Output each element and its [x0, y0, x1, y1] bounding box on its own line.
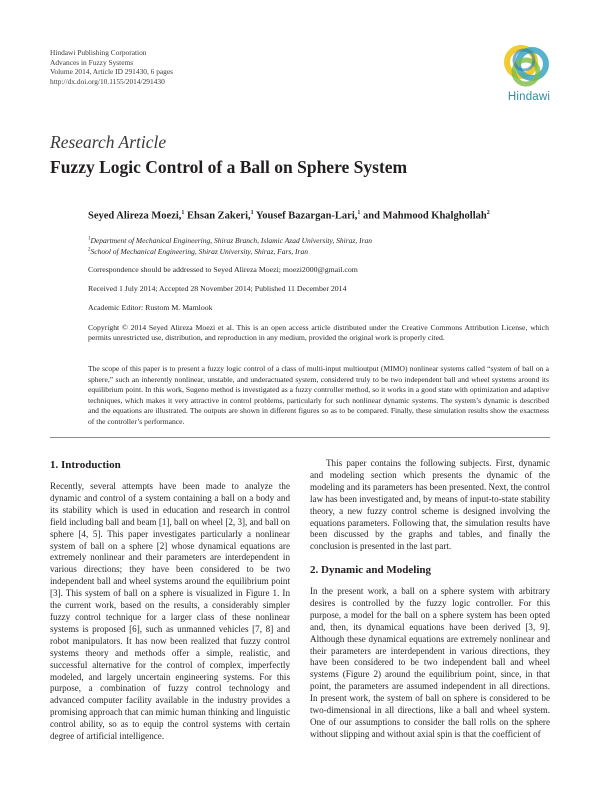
dynamic-modeling-paragraph [310, 586, 550, 741]
intro-heading: 1. Introduction [50, 459, 121, 471]
copyright-notice: Copyright © 2014 Seyed Alireza Moezi et al. This is an open access article distributed under the Creative Commons Attribution License, which permits unrestricted use, distribution, and reproduction in any medium, provided the original work is properly cited. [88, 323, 549, 343]
logo-wordmark: Hindawi [507, 91, 551, 103]
publication-dates: Received 1 July 2014; Accepted 28 November 2014; Published 11 December 2014 [88, 284, 347, 293]
author-affiliation-mark: 1 [250, 210, 254, 216]
hindawi-logo [496, 40, 556, 110]
author-name: Ehsan Zakeri, [187, 210, 251, 222]
academic-editor: Academic Editor: Rustom M. Mamlook [88, 303, 213, 312]
affiliation-text: School of Mechanical Engineering, Shiraz University, Shiraz, Fars, Iran [90, 247, 308, 256]
dynamic-modeling-text: In the present work, a ball on a sphere system with arbitrary desires is controlled by the fuzzy logic controller. For this purpose, a model for the ball on a sphere system has been opted and, then, its dynamical equations have been derived [3, 9]. Although these dynamical equations are extremely nonlinear and their parameters are interdependent in various directions, they have been considered to be two independent ball and wheel systems (Figure 2) around the equilibrium point, since, in that point, the parameters are assumed independent in all directions. In present work, the system of ball on sphere is considered to be two-dimensional in all directions, like a ball and wheel system. One of our assumptions to consider the ball rolls on the sphere without slipping and without axial spin is that the coefficient of [310, 586, 550, 739]
dynamic-modeling-heading: 2. Dynamic and Modeling [310, 564, 432, 576]
right-column-paragraph [310, 458, 550, 553]
section-divider [50, 437, 550, 438]
intro-text: Recently, several attempts have been made to analyze the dynamic and control of a system containing a ball on a body and its stability which is used in education and research in control field including ball and beam [1], ball on wheel [2, 3], and ball on sphere [4, 5]. This paper investigates particularly a nonlinear system of ball on a sphere [2] whose dynamical equations are extremely nonlinear and their parameters are interdependent in various directions; they have been considered to be two independent ball and wheel systems around the equilibrium point [3]. This system of ball on a sphere is visualized in Figure 1. In the current work, based on the results, a considerably simpler fuzzy control technique for a larger class of these nonlinear systems is proposed [6], such as unmanned vehicles [7, 8] and robot manipulators. It has now been realized that fuzzy control systems theory and methods offer a simple, realistic, and successful alternative for the control of complex, imperfectly modeled, and largely uncertain engineering systems. For this purpose, a combination of fuzzy control technology and advanced computer facility available in the industry provides a promising approach that can mimic human thinking and linguistic control ability, so as to equip the control systems with certain degree of artificial intelligence. [50, 481, 290, 742]
author-name: Yousef Bazargan-Lari, [255, 210, 358, 222]
correspondence: Correspondence should be addressed to Seyed Alireza Moezi; moezi2000@gmail.com [88, 265, 358, 274]
affiliation-number: 1 [88, 236, 91, 242]
publisher-name: Hindawi Publishing Corporation [50, 48, 147, 57]
affiliation-2 [88, 247, 308, 256]
abstract: The scope of this paper is to present a fuzzy logic control of a class of multi-input multioutput (MIMO) nonlinear systems called “system of ball on a sphere,” such an inherently nonlinear, unstable, and underactuated system, considered truly to be two independent ball and wheel systems around its equilibrium point. In this work, Sugeno method is investigated as a fuzzy controller method, so it works in a good state with optimization and adaptive techniques, which makes it very attractive in control problems, particularly for such nonlinear dynamic systems. The system’s dynamic is described and the equations are illustrated. The outputs are shown in different figures so as to be compared. Finally, these simulation results show the exactness of the controller’s performance. [88, 364, 549, 426]
affiliation-number: 2 [88, 247, 91, 253]
paper-structure-text: This paper contains the following subjects. First, dynamic and modeling section which presents the dynamic of the modeling and its parameters has been presented. Next, the control law has been investigated and, by means of input-to-state stability theory, a new fuzzy control scheme is designed involving the equations parameters. Following that, the simulation results have been discussed by the graphs and tables, and finally the conclusion is presented in the last part. [310, 458, 550, 552]
hindawi-logo-icon [496, 40, 556, 92]
journal-name: Advances in Fuzzy Systems [50, 57, 134, 67]
journal-header [50, 48, 173, 86]
affiliation-1 [88, 236, 372, 245]
intro-paragraph [50, 481, 290, 743]
affiliation-text: Department of Mechanical Engineering, Shiraz Branch, Islamic Azad University, Shiraz, Iran [90, 236, 372, 245]
doi-link[interactable]: http://dx.doi.org/10.1155/2014/291430 [50, 76, 165, 86]
author-affiliation-mark: 1 [181, 210, 185, 216]
author-name: and Mahmood Khalghollah [363, 210, 487, 222]
volume-info: Volume 2014, Article ID 291430, 6 pages [50, 67, 174, 77]
author-affiliation-mark: 2 [486, 210, 490, 216]
article-title: Fuzzy Logic Control of a Ball on Sphere System [50, 157, 408, 177]
author-list [88, 210, 490, 222]
article-type: Research Article [50, 132, 167, 152]
author-affiliation-mark: 1 [357, 210, 361, 216]
author-name: Seyed Alireza Moezi, [88, 210, 182, 222]
